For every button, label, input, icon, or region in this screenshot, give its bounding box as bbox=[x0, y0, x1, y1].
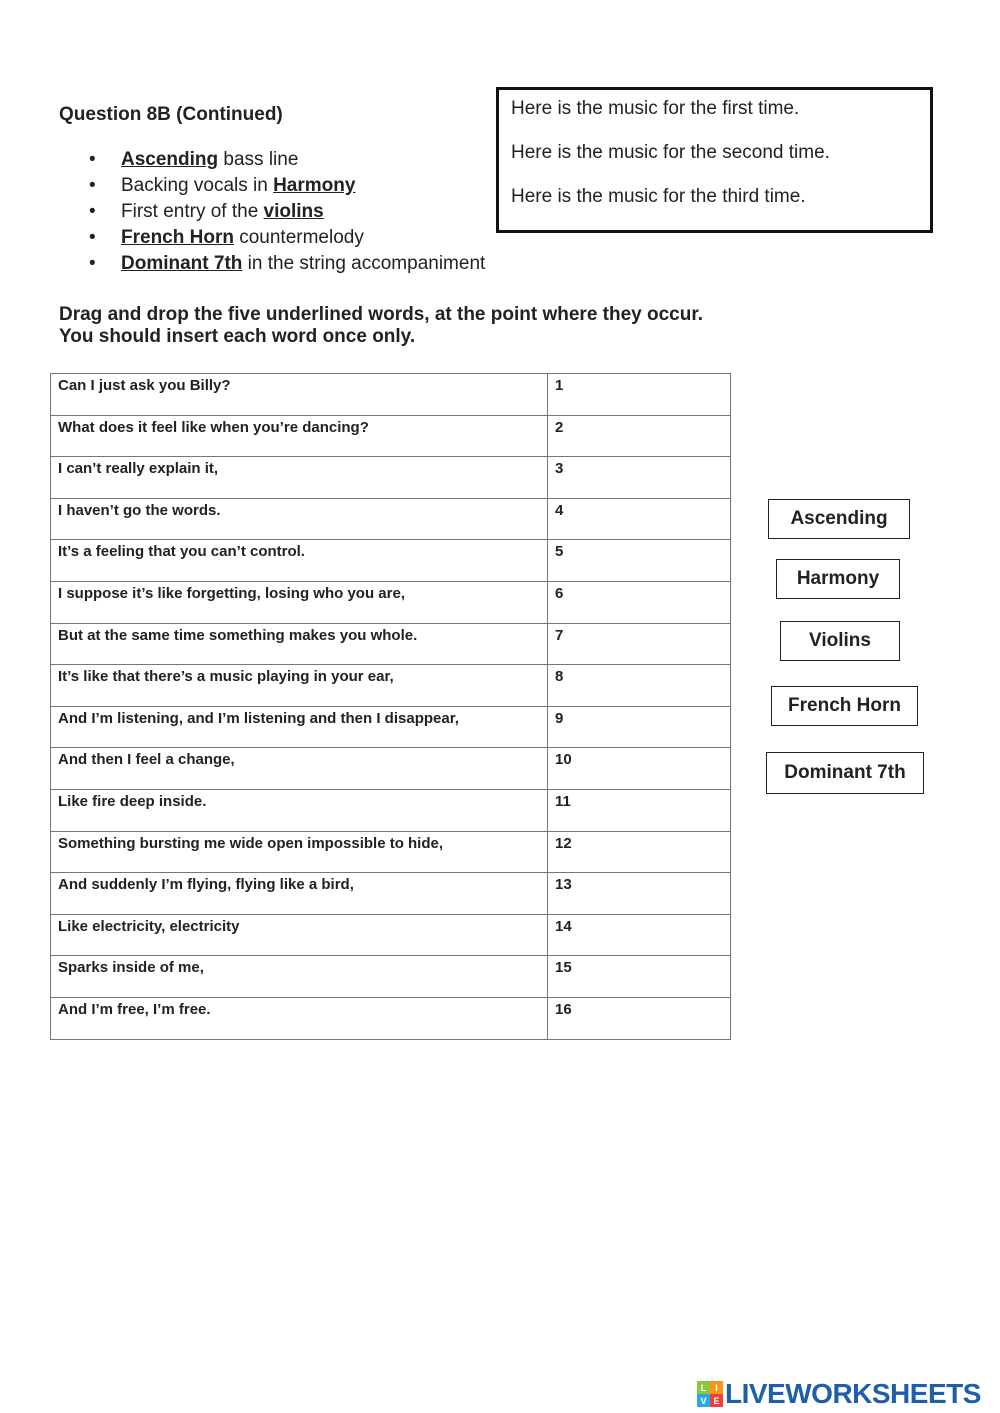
instruction-line: Drag and drop the five underlined words, at the point where they occur. bbox=[59, 304, 703, 325]
drop-cell[interactable]: 13 bbox=[548, 873, 731, 915]
lyric-line: And then I feel a change, bbox=[51, 748, 548, 790]
lyric-line: I suppose it’s like forgetting, losing who you are, bbox=[51, 581, 548, 623]
drop-cell[interactable]: 1 bbox=[548, 374, 731, 416]
drop-cell[interactable]: 7 bbox=[548, 623, 731, 665]
drop-cell[interactable]: 8 bbox=[548, 665, 731, 707]
lyrics-table bbox=[50, 373, 731, 1040]
music-playback-box bbox=[496, 87, 933, 233]
lyric-line: What does it feel like when you’re dancing? bbox=[51, 415, 548, 457]
feature-item: • French Horn countermelody bbox=[89, 225, 485, 251]
lyric-row bbox=[51, 706, 731, 748]
playback-line-second: Here is the music for the second time. bbox=[511, 142, 830, 163]
lyric-row bbox=[51, 997, 731, 1039]
lyric-line: It’s like that there’s a music playing in your ear, bbox=[51, 665, 548, 707]
bullet-icon: • bbox=[89, 149, 96, 170]
drop-cell[interactable]: 16 bbox=[548, 997, 731, 1039]
feature-item: • First entry of the violins bbox=[89, 199, 485, 225]
drag-word-dominant-7th[interactable]: Dominant 7th bbox=[766, 752, 924, 794]
bullet-icon: • bbox=[89, 227, 96, 248]
bullet-icon: • bbox=[89, 253, 96, 274]
drop-cell[interactable]: 5 bbox=[548, 540, 731, 582]
keyword: violins bbox=[263, 201, 324, 222]
drag-word-violins[interactable]: Violins bbox=[780, 621, 900, 661]
feature-item: • Dominant 7th in the string accompaniment bbox=[89, 251, 485, 277]
feature-item: • Backing vocals in Harmony bbox=[89, 173, 485, 199]
drop-cell[interactable]: 9 bbox=[548, 706, 731, 748]
lyric-line: And I’m listening, and I’m listening and then I disappear, bbox=[51, 706, 548, 748]
liveworksheets-logo bbox=[697, 1377, 981, 1411]
keyword: Harmony bbox=[273, 175, 356, 196]
drop-cell[interactable]: 12 bbox=[548, 831, 731, 873]
lyric-row bbox=[51, 457, 731, 499]
keyword: Dominant 7th bbox=[121, 253, 243, 274]
lyric-row bbox=[51, 914, 731, 956]
lyric-line: It’s a feeling that you can’t control. bbox=[51, 540, 548, 582]
keyword: Ascending bbox=[121, 149, 219, 170]
lyric-line: Like fire deep inside. bbox=[51, 789, 548, 831]
drop-cell[interactable]: 11 bbox=[548, 789, 731, 831]
lyric-line: And suddenly I’m flying, flying like a bird, bbox=[51, 873, 548, 915]
drop-cell[interactable]: 15 bbox=[548, 956, 731, 998]
drag-word-harmony[interactable]: Harmony bbox=[776, 559, 900, 599]
lyric-line: And I’m free, I’m free. bbox=[51, 997, 548, 1039]
lyric-row bbox=[51, 665, 731, 707]
lyric-row bbox=[51, 873, 731, 915]
lyric-line: Can I just ask you Billy? bbox=[51, 374, 548, 416]
lyric-row bbox=[51, 956, 731, 998]
lyric-line: I haven’t go the words. bbox=[51, 498, 548, 540]
logo-text: LIVEWORKSHEETS bbox=[725, 1378, 981, 1409]
lyric-line: I can’t really explain it, bbox=[51, 457, 548, 499]
instructions bbox=[59, 304, 703, 348]
lyric-row bbox=[51, 581, 731, 623]
bullet-icon: • bbox=[89, 175, 96, 196]
playback-line-first: Here is the music for the first time. bbox=[511, 98, 800, 119]
lyric-line: Something bursting me wide open impossible to hide, bbox=[51, 831, 548, 873]
playback-line-third: Here is the music for the third time. bbox=[511, 186, 806, 207]
question-title: Question 8B (Continued) bbox=[59, 104, 283, 125]
drop-cell[interactable]: 3 bbox=[548, 457, 731, 499]
drag-word-french-horn[interactable]: French Horn bbox=[771, 686, 918, 726]
lyric-row bbox=[51, 540, 731, 582]
drop-cell[interactable]: 4 bbox=[548, 498, 731, 540]
drop-cell[interactable]: 2 bbox=[548, 415, 731, 457]
drop-cell[interactable]: 14 bbox=[548, 914, 731, 956]
lyric-row bbox=[51, 623, 731, 665]
bullet-icon: • bbox=[89, 201, 96, 222]
lyric-row bbox=[51, 415, 731, 457]
lyric-line: Sparks inside of me, bbox=[51, 956, 548, 998]
lyric-row bbox=[51, 748, 731, 790]
feature-item: • Ascending bass line bbox=[89, 147, 485, 173]
feature-list bbox=[89, 147, 485, 277]
lyric-row bbox=[51, 831, 731, 873]
keyword: French Horn bbox=[121, 227, 234, 248]
lyric-row bbox=[51, 374, 731, 416]
lyric-line: Like electricity, electricity bbox=[51, 914, 548, 956]
lyric-line: But at the same time something makes you whole. bbox=[51, 623, 548, 665]
instruction-line: You should insert each word once only. bbox=[59, 326, 416, 347]
logo-mark-icon: L I V E bbox=[697, 1381, 723, 1407]
drag-word-ascending[interactable]: Ascending bbox=[768, 499, 910, 539]
drop-cell[interactable]: 6 bbox=[548, 581, 731, 623]
lyric-row bbox=[51, 498, 731, 540]
lyric-row bbox=[51, 789, 731, 831]
drop-cell[interactable]: 10 bbox=[548, 748, 731, 790]
